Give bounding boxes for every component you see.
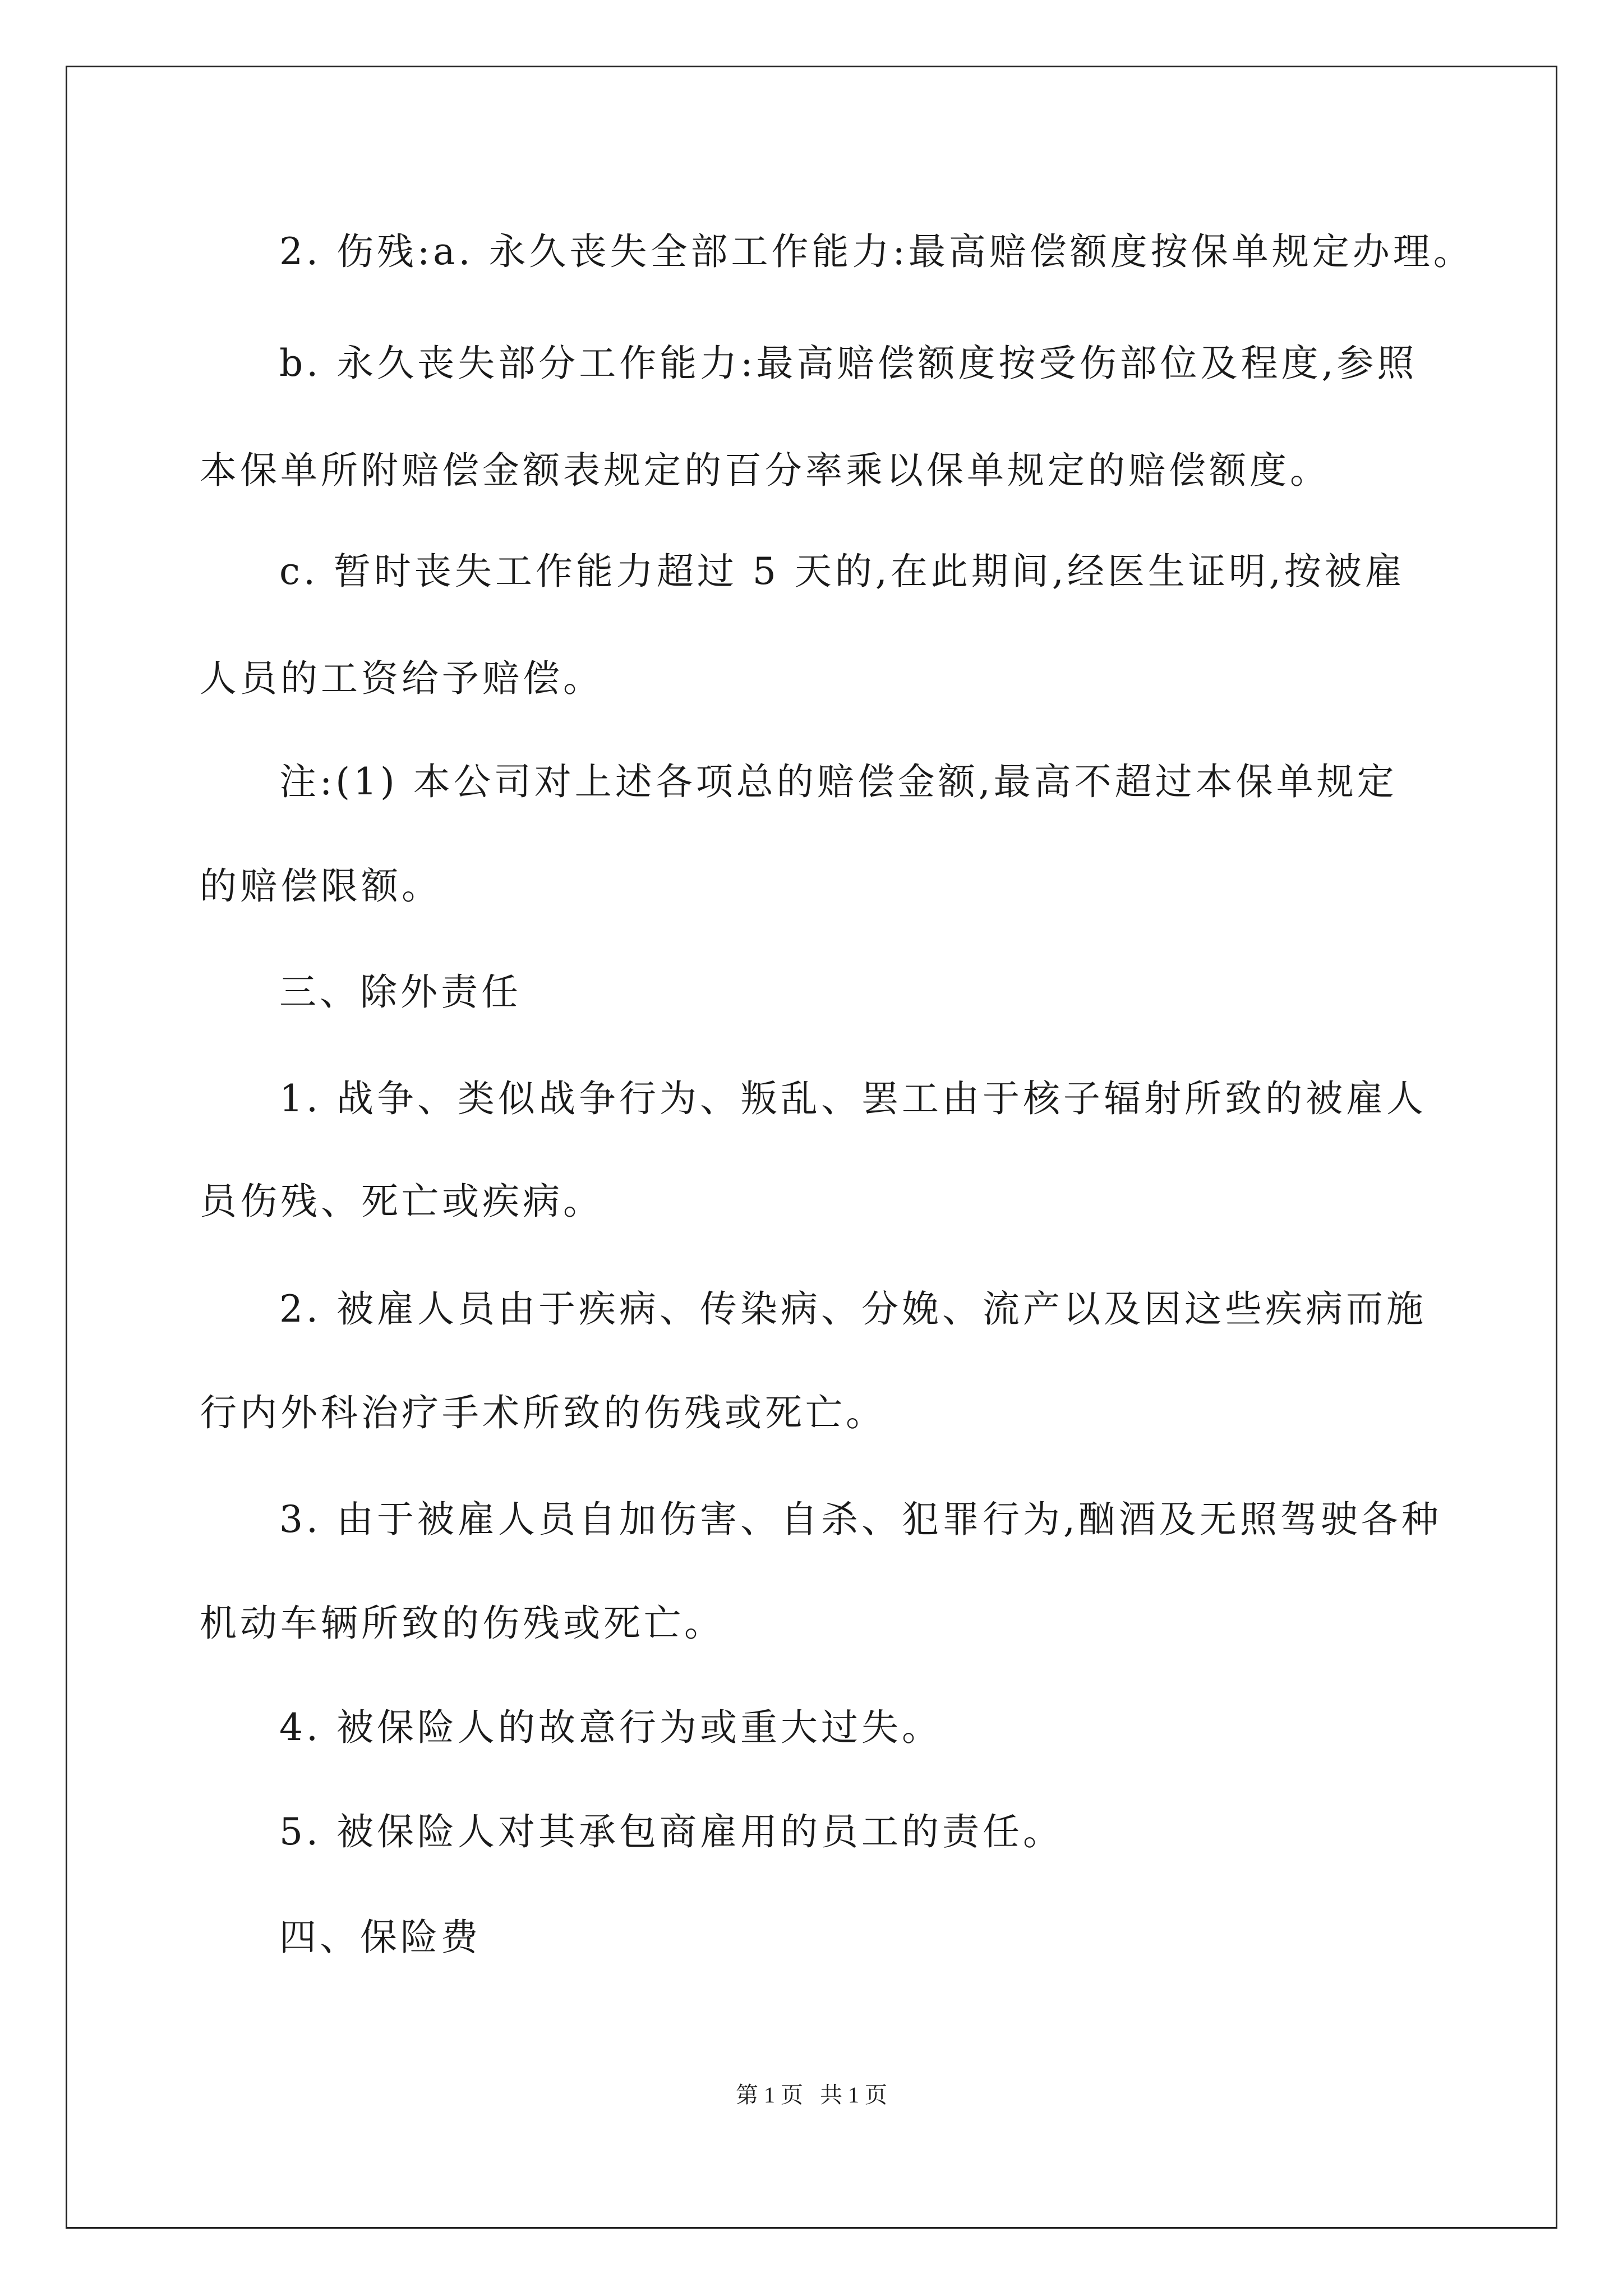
page-total: 共 1 页 [820, 2082, 887, 2108]
section-heading-premium: 四、保险费 [279, 1916, 481, 1959]
paragraph-exclusion-2: 2. 被雇人员由于疾病、传染病、分娩、流产以及因这些疾病而施 [279, 1287, 1427, 1331]
paragraph-exclusion-3: 3. 由于被雇人员自加伤害、自杀、犯罪行为,酗酒及无照驾驶各种 [279, 1498, 1442, 1541]
paragraph-exclusion-2-cont: 行内外科治疗手术所致的伤残或死亡。 [200, 1391, 886, 1434]
paragraph-note-1-cont: 的赔偿限额。 [200, 864, 442, 908]
page-border [66, 66, 1557, 2229]
paragraph-disability-c-cont: 人员的工资给予赔偿。 [200, 657, 603, 700]
page-number: 第 1 页 [736, 2082, 803, 2108]
paragraph-exclusion-5: 5. 被保险人对其承包商雇用的员工的责任。 [279, 1810, 1063, 1853]
paragraph-disability-b: b. 永久丧失部分工作能力:最高赔偿额度按受伤部位及程度,参照 [279, 342, 1418, 385]
page-footer [0, 2081, 1623, 2109]
paragraph-exclusion-1: 1. 战争、类似战争行为、叛乱、罢工由于核子辐射所致的被雇人 [279, 1077, 1427, 1120]
section-heading-exclusions: 三、除外责任 [279, 970, 522, 1014]
paragraph-disability-a: 2. 伤残:a. 永久丧失全部工作能力:最高赔偿额度按保单规定办理。 [279, 230, 1474, 273]
paragraph-exclusion-3-cont: 机动车辆所致的伤残或死亡。 [200, 1602, 725, 1645]
paragraph-note-1: 注:(1) 本公司对上述各项总的赔偿金额,最高不超过本保单规定 [279, 760, 1398, 803]
paragraph-exclusion-4: 4. 被保险人的故意行为或重大过失。 [279, 1706, 942, 1749]
paragraph-exclusion-1-cont: 员伤残、死亡或疾病。 [200, 1180, 603, 1223]
paragraph-disability-c: c. 暂时丧失工作能力超过 5 天的,在此期间,经医生证明,按被雇 [279, 550, 1405, 593]
paragraph-disability-b-cont: 本保单所附赔偿金额表规定的百分率乘以保单规定的赔偿额度。 [200, 449, 1330, 492]
